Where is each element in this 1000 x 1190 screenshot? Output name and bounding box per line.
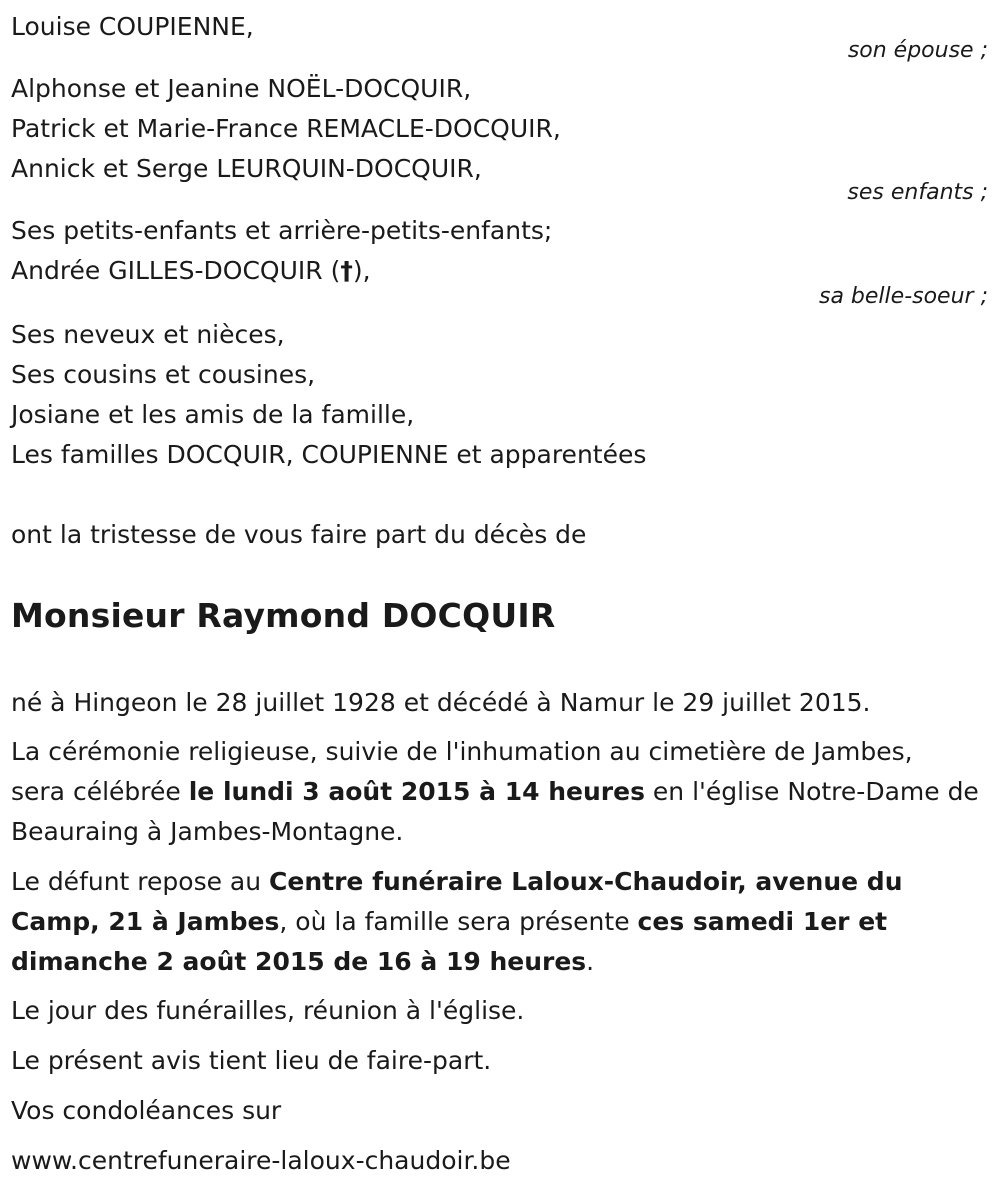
other-line-3: Josiane et les amis de la famille, <box>11 400 415 429</box>
repose-dates: ces samedi 1er et <box>637 907 888 936</box>
repose-text: Le défunt repose au <box>11 867 270 896</box>
repose-line-1 <box>11 867 903 897</box>
ceremony-line-3: Beauraing à Jambes-Montagne. <box>11 817 404 846</box>
repose-line-3 <box>11 947 594 977</box>
notice-line: Le présent avis tient lieu de faire-part. <box>11 1046 492 1075</box>
children-role: ses enfants ; <box>847 180 988 205</box>
funeral-day-line: Le jour des funérailles, réunion à l'église. <box>11 996 525 1025</box>
birth-death-line: né à Hingeon le 28 juillet 1928 et décédé à Namur le 29 juillet 2015. <box>11 688 871 717</box>
other-line-2: Ses cousins et cousines, <box>11 360 316 389</box>
ceremony-text: sera célébrée <box>11 777 189 806</box>
repose-dates-2: dimanche 2 août 2015 de 16 à 19 heures <box>11 947 587 976</box>
website-link[interactable]: www.centrefuneraire-laloux-chaudoir.be <box>11 1146 511 1175</box>
spouse-role: son épouse ; <box>847 38 988 63</box>
spouse-name: Louise COUPIENNE, <box>11 12 254 41</box>
cross-icon: † <box>340 256 353 285</box>
repose-line-2 <box>11 907 887 937</box>
ceremony-line-2 <box>11 777 979 807</box>
sister-in-law-line <box>11 256 371 286</box>
sister-in-law-role: sa belle-soeur ; <box>819 284 988 309</box>
child-line-1: Alphonse et Jeanine NOËL-DOCQUIR, <box>11 74 472 103</box>
ceremony-line-1: La cérémonie religieuse, suivie de l'inhumation au cimetière de Jambes, <box>11 737 913 766</box>
other-line-4: Les familles DOCQUIR, COUPIENNE et apparentées <box>11 440 647 469</box>
condolences-line: Vos condoléances sur <box>11 1096 282 1125</box>
child-line-3: Annick et Serge LEURQUIN-DOCQUIR, <box>11 154 482 183</box>
repose-location: Centre funéraire Laloux-Chaudoir, avenue du <box>269 867 903 896</box>
deceased-name: Monsieur Raymond DOCQUIR <box>11 596 556 635</box>
announcement: ont la tristesse de vous faire part du décès de <box>11 520 587 549</box>
child-line-2: Patrick et Marie-France REMACLE-DOCQUIR, <box>11 114 561 143</box>
ceremony-text-2: en l'église Notre-Dame de <box>644 777 979 806</box>
other-line-1: Ses neveux et nièces, <box>11 320 285 349</box>
repose-address: Camp, 21 à Jambes <box>11 907 280 936</box>
grandchildren-line: Ses petits-enfants et arrière-petits-enfants; <box>11 216 553 245</box>
repose-text-2: , où la famille sera présente <box>279 907 638 936</box>
sister-in-law-name: Andrée GILLES-DOCQUIR ( <box>11 256 341 285</box>
ceremony-date: le lundi 3 août 2015 à 14 heures <box>188 777 645 806</box>
sister-in-law-suffix: ), <box>352 256 371 285</box>
repose-period: . <box>586 947 595 976</box>
